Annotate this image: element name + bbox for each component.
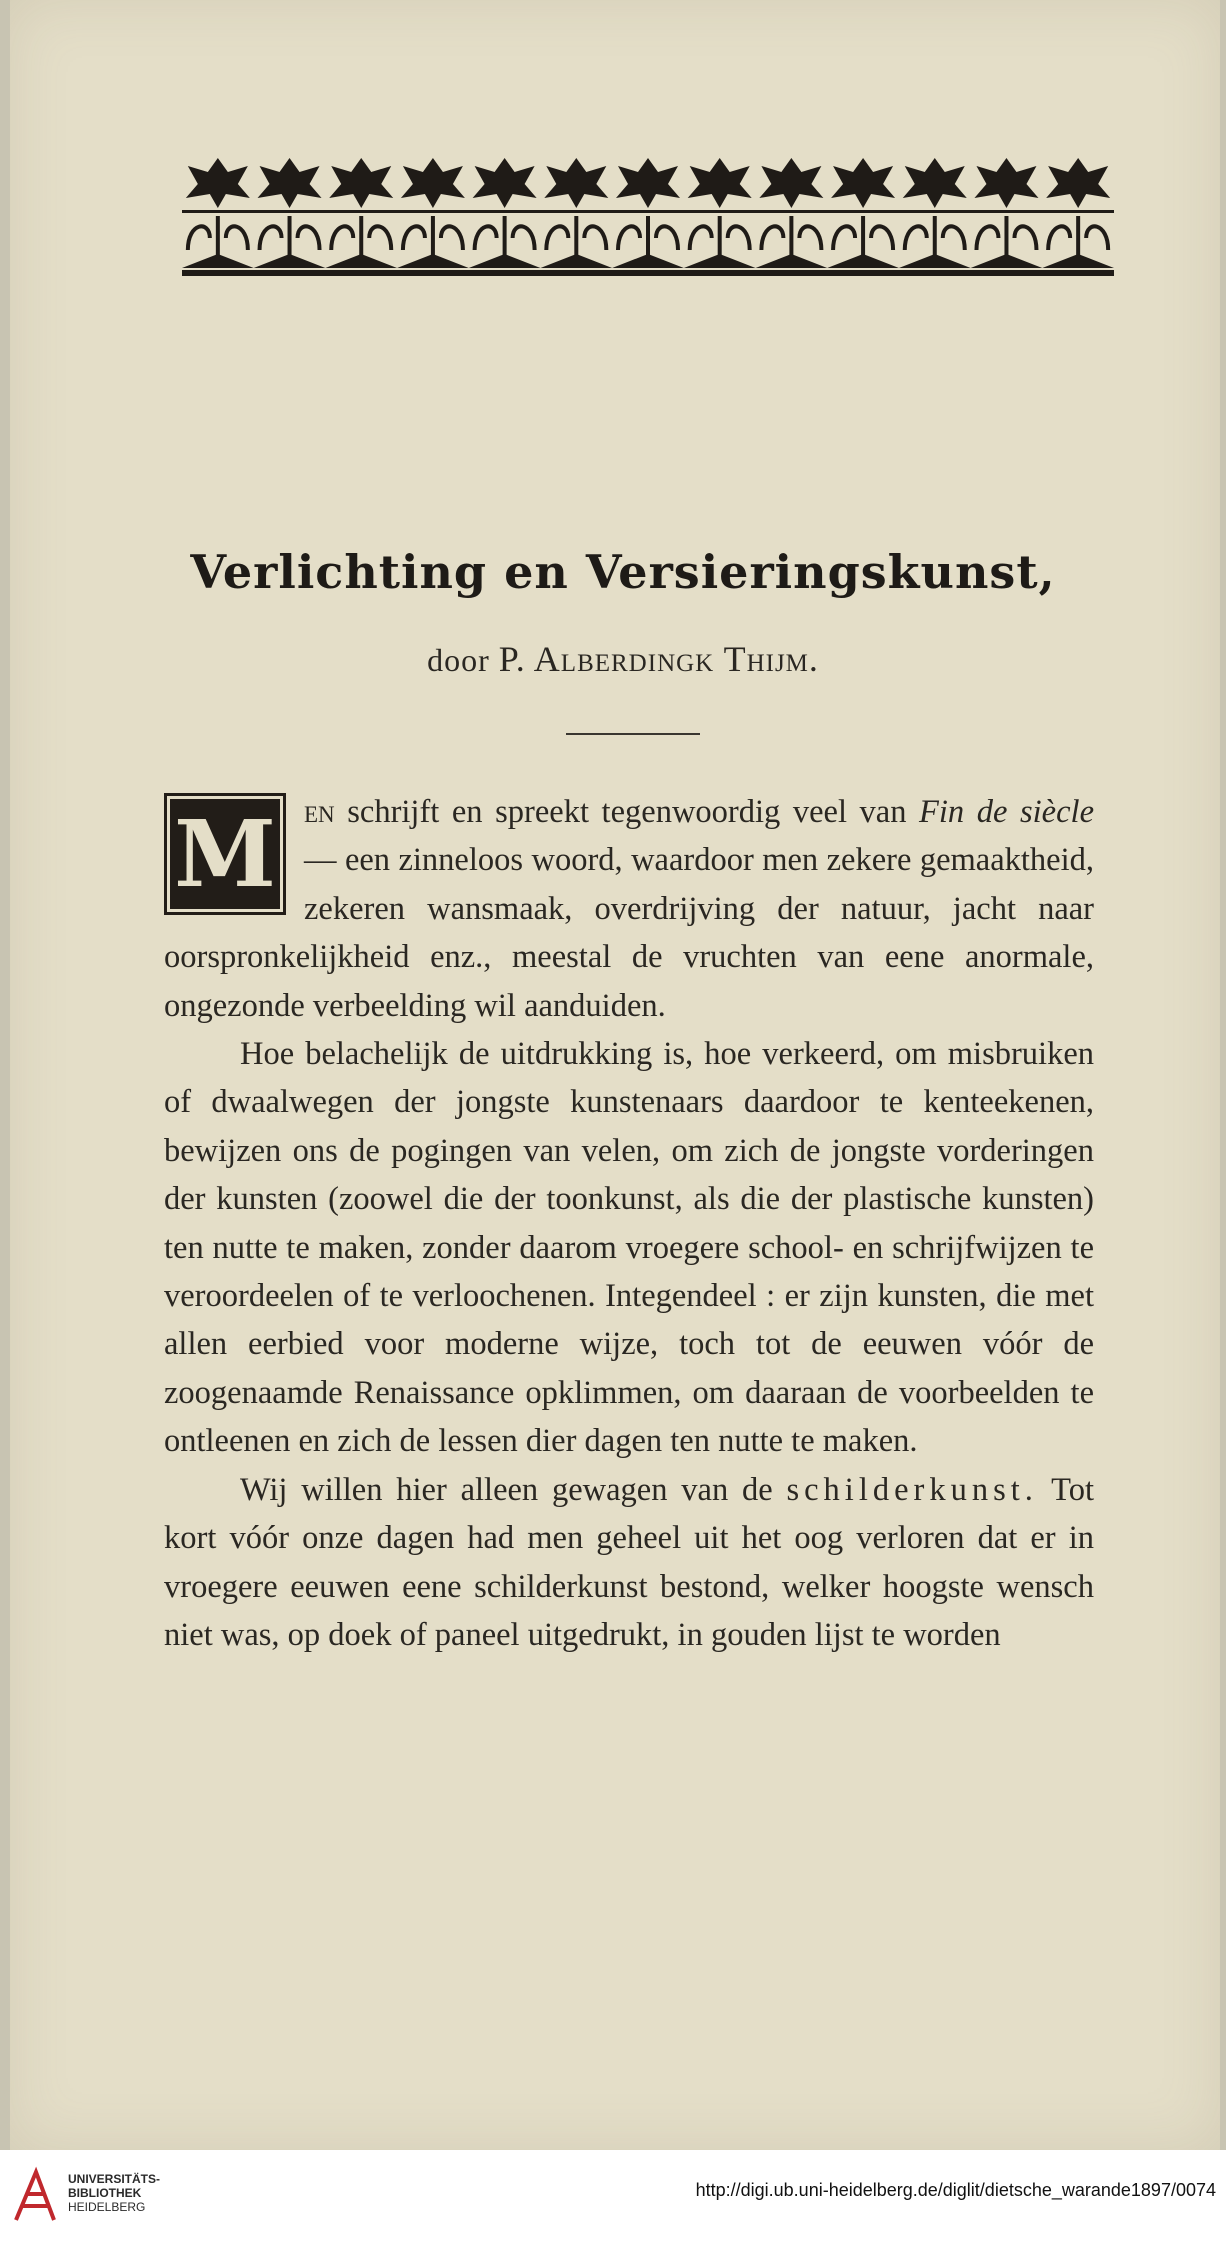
footer-bar [0, 2150, 1226, 2241]
ornament-triangle-motif [540, 254, 612, 268]
paragraph-3-spaced: schilderkunst. [786, 1471, 1038, 1508]
dropcap-initial: M [164, 793, 286, 915]
title-divider [566, 733, 700, 735]
paragraph-1 [164, 788, 1094, 1030]
byline-prefix: door [427, 642, 499, 678]
paragraph-1-text-b: — een zinneloos woord, waardoor men zekere gemaaktheid, zekeren wansmaak, overdrijving der natuur, jacht naar oorspronkelijkheid enz., meestal de vruchten van eene anormale, ongezonde verbeelding wil aanduiden. [164, 842, 1094, 1024]
paragraph-1-italic: Fin de siècle [919, 794, 1094, 830]
author-name: P. Alberdingk Thijm. [498, 639, 819, 679]
logo-line-3: HEIDELBERG [68, 2200, 146, 2214]
ornament-triangle-motif [325, 254, 397, 268]
paragraph-3 [164, 1466, 1094, 1660]
article-title: Verlichting en Versieringskunst, [190, 545, 1056, 599]
ornament-leaf-motif [974, 158, 1038, 208]
ornament-triangle-motif [827, 254, 899, 268]
ornament-leaf-motif [329, 158, 393, 208]
ornament-leaf-motif [186, 158, 250, 208]
logo-line-1: UNIVERSITÄTS- [68, 2172, 161, 2186]
source-url[interactable]: http://digi.ub.uni-heidelberg.de/diglit/dietsche_warande1897/0074 [695, 2180, 1216, 2200]
ornament-triangle-motif [397, 254, 469, 268]
byline [10, 638, 1226, 680]
ornament-leaf-motif [759, 158, 823, 208]
library-logo-text [68, 2172, 160, 2214]
article-body [164, 788, 1094, 1659]
ornament-leaf-motif [688, 158, 752, 208]
ornament-leaf-motif [473, 158, 537, 208]
ornament-triangle-motif [612, 254, 684, 268]
paragraph-3-text-a: Wij willen hier alleen gewagen van de [240, 1471, 787, 1508]
ornament-triangle-motif [899, 254, 971, 268]
ornament-leaf-motif [616, 158, 680, 208]
paragraph-3-text-b: Tot kort vóór onze dagen had men geheel uit het oog verloren dat er in vroegere eeuwen eene schilderkunst bestond, welker hoogste wensch niet was, op doek of paneel uitgedrukt, in gouden lijst te worden [164, 1471, 1094, 1653]
paragraph-1-text-a: schrijft en spreekt tegenwoordig veel van [334, 794, 920, 830]
ornament-triangle-motif [254, 254, 326, 268]
logo-line-2: BIBLIOTHEK [68, 2186, 142, 2200]
ornament-leaf-motif [544, 158, 608, 208]
ornament-leaf-motif [258, 158, 322, 208]
paragraph-1-lead: en [304, 794, 335, 830]
ornament-triangle-motif [182, 254, 254, 268]
ornament-leaf-motif [1046, 158, 1110, 208]
ornament-header-band [182, 150, 1114, 290]
page [10, 0, 1220, 2150]
ornament-leaf-motif [903, 158, 967, 208]
ornament-leaf-motif [831, 158, 895, 208]
ornament-triangle-motif [684, 254, 756, 268]
library-logo-icon [12, 2166, 58, 2224]
paragraph-2: Hoe belachelijk de uitdrukking is, hoe verkeerd, om misbruiken of dwaalwegen der jongste kunstenaars daardoor te kenteekenen, bewijzen ons de pogingen van velen, om zich de jongste vorderingen der kunsten (zoowel die der toonkunst, als die der plastische kunsten) ten nutte te maken, zonder daarom vroegere school- en schrijfwijzen te veroordeelen of te verloochenen. Integendeel : er zijn kunsten, die met allen eerbied voor moderne wijze, toch tot de eeuwen vóór de zoogenaamde Renaissance opklimmen, om daaraan de voorbeelden te ontleenen en zich de lessen dier dagen ten nutte te maken. [164, 1036, 1094, 1460]
ornament-triangle-motif [469, 254, 541, 268]
ornament-triangle-motif [1042, 254, 1114, 268]
ornament-triangle-motif [756, 254, 828, 268]
ornament-triangle-motif [971, 254, 1043, 268]
ornament-leaf-motif [401, 158, 465, 208]
